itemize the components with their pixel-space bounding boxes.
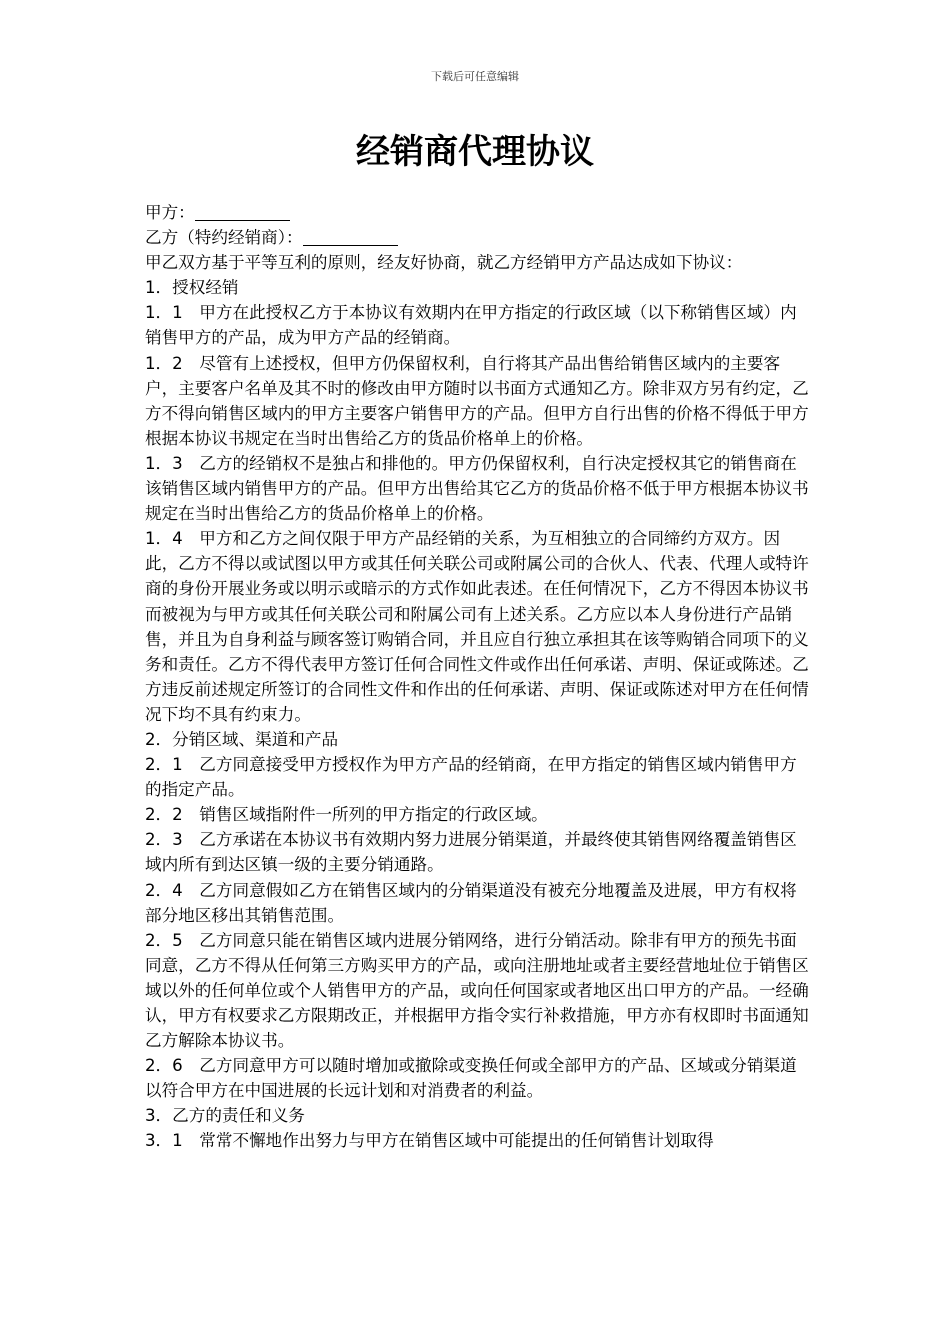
party-a-blank (195, 202, 290, 221)
party-b-label: 乙方（特约经销商）： (145, 228, 303, 248)
section-heading-1: 1．授权经销 (145, 278, 239, 298)
clause-2-5: 2．5 乙方同意只能在销售区域内进展分销网络，进行分销活动。除非有甲方的预先书面同意，乙方不得从任何第三方购买甲方的产品，或向注册地址或者主要经营地址位于销售区域以外的任何单位或个人销售甲方的产品，或向任何国家或者地区出口甲方的产品。一经确认，甲方有权要求乙方限期改正，并根据甲方指令实行补救措施，甲方亦有权即时书面通知乙方解除本协议书。 (145, 930, 809, 1051)
party-a-line (145, 200, 810, 225)
clause-1-4: 1．4 甲方和乙方之间仅限于甲方产品经销的关系，为互相独立的合同缔约方双方。因此，乙方不得以或试图以甲方或其任何关联公司或附属公司的合伙人、代表、代理人或特许商的身份开展业务或以明示或暗示的方式作如此表述。在任何情况下，乙方不得因本协议书而被视为与甲方或其任何关联公司和附属公司有上述关系。乙方应以本人身份进行产品销售，并且为自身利益与顾客签订购销合同，并且应自行独立承担其在该等购销合同项下的义务和责任。乙方不得代表甲方签订任何合同性文件或作出任何承诺、声明、保证或陈述。乙方违反前述规定所签订的合同性文件和作出的任何承诺、声明、保证或陈述对甲方在任何情况下均不具有约束力。 (145, 529, 809, 724)
clause-1-3: 1．3 乙方的经销权不是独占和排他的。甲方仍保留权利，自行决定授权其它的销售商在该销售区域内销售甲方的产品。但甲方出售给其它乙方的货品价格不低于甲方根据本协议书规定在当时出售给乙方的货品价格单上的价格。 (145, 453, 809, 524)
clause-2-1: 2．1 乙方同意接受甲方授权作为甲方产品的经销商，在甲方指定的销售区域内销售甲方的指定产品。 (145, 755, 797, 800)
clause-2-6: 2．6 乙方同意甲方可以随时增加或撤除或变换任何或全部甲方的产品、区域或分销渠道以符合甲方在中国进展的长远计划和对消费者的利益。 (145, 1056, 797, 1101)
clause-1-2: 1．2 尽管有上述授权，但甲方仍保留权利，自行将其产品出售给销售区域内的主要客户，主要客户名单及其不时的修改由甲方随时以书面方式通知乙方。除非双方另有约定，乙方不得向销售区域内的甲方主要客户销售甲方的产品。但甲方自行出售的价格不得低于甲方根据本协议书规定在当时出售给乙方的货品价格单上的价格。 (145, 353, 809, 448)
party-b-blank (303, 227, 398, 246)
document-title: 经销商代理协议 (356, 132, 594, 172)
clause-2-3: 2．3 乙方承诺在本协议书有效期内努力进展分销渠道，并最终使其销售网络覆盖销售区域内所有到达区镇一级的主要分销通路。 (145, 830, 797, 875)
clause-2-2: 2．2 销售区域指附件一所列的甲方指定的行政区域。 (145, 805, 548, 825)
section-heading-3: 3．乙方的责任和义务 (145, 1106, 305, 1126)
document-body (145, 200, 810, 1154)
page-header-note: 下载后可任意编辑 (431, 70, 519, 83)
clause-3-1: 3．1 常常不懈地作出努力与甲方在销售区域中可能提出的任何销售计划取得 (145, 1131, 714, 1151)
party-b-line (145, 225, 810, 250)
clause-2-4: 2．4 乙方同意假如乙方在销售区域内的分销渠道没有被充分地覆盖及进展，甲方有权将部分地区移出其销售范围。 (145, 880, 797, 925)
clause-1-1: 1．1 甲方在此授权乙方于本协议有效期内在甲方指定的行政区域（以下称销售区域）内销售甲方的产品，成为甲方产品的经销商。 (145, 303, 797, 348)
section-heading-2: 2．分销区域、渠道和产品 (145, 729, 339, 749)
intro-paragraph: 甲乙双方基于平等互利的原则，经友好协商，就乙方经销甲方产品达成如下协议： (145, 253, 743, 273)
party-a-label: 甲方： (145, 203, 195, 222)
